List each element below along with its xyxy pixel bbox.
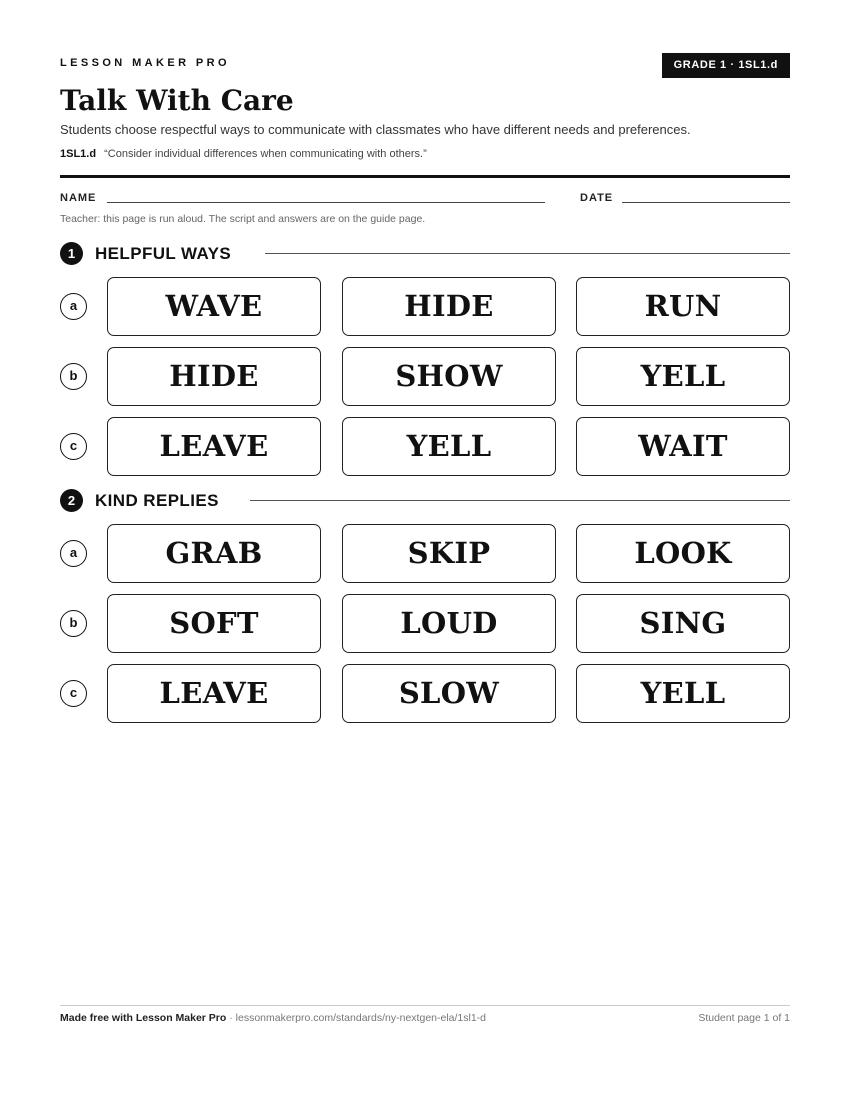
word-choice[interactable]: HIDE xyxy=(107,347,321,406)
brand-name: LESSON MAKER PRO xyxy=(60,57,230,69)
word-choice[interactable]: WAVE xyxy=(107,277,321,336)
page-subtitle: Students choose respectful ways to communicate with classmates who have different needs and preferences. xyxy=(60,122,691,137)
footer-divider xyxy=(60,1005,790,1006)
section-title: KIND REPLIES xyxy=(95,489,233,512)
row-letter: c xyxy=(60,433,87,460)
page-indicator: Student page 1 of 1 xyxy=(698,1012,790,1024)
header-divider xyxy=(60,175,790,178)
section-divider xyxy=(250,500,790,501)
standard-text: “Consider individual differences when communicating with others.” xyxy=(104,148,427,160)
row-letter: a xyxy=(60,540,87,567)
word-choice[interactable]: SOFT xyxy=(107,594,321,653)
date-field[interactable] xyxy=(622,202,790,203)
footer-credit-text: Made free with Lesson Maker Pro xyxy=(60,1012,227,1024)
teacher-note: Teacher: this page is run aloud. The script and answers are on the guide page. xyxy=(60,213,426,225)
name-field[interactable] xyxy=(107,202,545,203)
word-choice[interactable]: SLOW xyxy=(342,664,556,723)
page-title: Talk With Care xyxy=(60,84,294,117)
answer-row xyxy=(60,277,790,336)
section-header xyxy=(60,488,790,512)
word-choice[interactable]: SING xyxy=(576,594,790,653)
word-choice[interactable]: YELL xyxy=(342,417,556,476)
answer-row xyxy=(60,417,790,476)
section-number: 2 xyxy=(60,489,83,512)
word-choice[interactable]: YELL xyxy=(576,347,790,406)
answer-row xyxy=(60,524,790,583)
row-letter: c xyxy=(60,680,87,707)
footer-url[interactable]: · lessonmakerpro.com/standards/ny-nextgen-ela/1sl1-d xyxy=(226,1012,487,1024)
word-choice[interactable]: RUN xyxy=(576,277,790,336)
section-title: HELPFUL WAYS xyxy=(95,242,245,265)
name-label: NAME xyxy=(60,192,97,204)
word-choice[interactable]: LOOK xyxy=(576,524,790,583)
section-header xyxy=(60,241,790,265)
row-letter: b xyxy=(60,363,87,390)
row-letter: a xyxy=(60,293,87,320)
standard-code: 1SL1.d xyxy=(60,148,97,160)
word-choice[interactable]: HIDE xyxy=(342,277,556,336)
footer-credit xyxy=(60,1012,486,1024)
answer-row xyxy=(60,347,790,406)
date-label: DATE xyxy=(580,192,614,204)
word-choice[interactable]: WAIT xyxy=(576,417,790,476)
answer-row xyxy=(60,594,790,653)
section-divider xyxy=(265,253,790,254)
word-choice[interactable]: SHOW xyxy=(342,347,556,406)
section-number: 1 xyxy=(60,242,83,265)
word-choice[interactable]: SKIP xyxy=(342,524,556,583)
worksheet-page xyxy=(60,0,790,1100)
word-choice[interactable]: LEAVE xyxy=(107,664,321,723)
word-choice[interactable]: LOUD xyxy=(342,594,556,653)
row-letter: b xyxy=(60,610,87,637)
standard-line xyxy=(60,148,427,160)
grade-badge: GRADE 1 · 1SL1.d xyxy=(662,53,790,78)
answer-row xyxy=(60,664,790,723)
word-choice[interactable]: GRAB xyxy=(107,524,321,583)
word-choice[interactable]: LEAVE xyxy=(107,417,321,476)
word-choice[interactable]: YELL xyxy=(576,664,790,723)
